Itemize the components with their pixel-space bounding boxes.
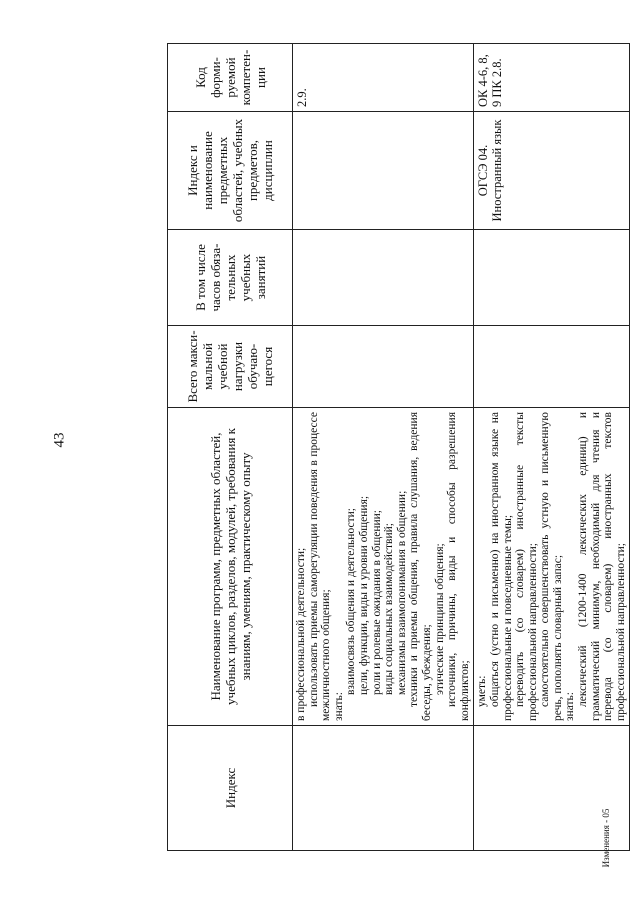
cell-index [293,726,474,851]
header-discipline: Индекс и наименование предметных областей, учебных предметов, дисциплин [168,112,293,230]
cell-discipline: ОГСЭ 04. Иностранный язык [474,112,630,230]
requirement-line: переводить (со словарем) иностранные тексты профессиональной направленности; [514,412,539,721]
header-mandatory-hours: В том числе часов обяза-тельных учебных занятий [168,230,293,326]
requirement-line: этические принципы общения; [433,543,446,695]
cell-competence: 2.9. [293,44,474,112]
header-index: Индекс [168,726,293,851]
requirement-line: лексический (1200-1400 лексических единиц) и грамматический минимум, необходимый для чтения и перевода (со словарем) иностранных текстов профессиональной направленности; [577,412,627,721]
header-competence: Код форми-руемой компетен-ции [168,44,293,112]
cell-mandatory-hours [474,230,630,326]
table-header-row [168,44,293,851]
cell-discipline [293,112,474,230]
cell-requirements [474,408,630,726]
header-max-load: Всего макси-мальной учебной нагрузки обучаю-щегося [168,326,293,408]
requirement-line: уметь: [476,675,489,707]
requirement-line: цели, функции, виды и уровни общения; [357,495,370,695]
table-row [474,44,630,851]
curriculum-table [167,43,630,851]
cell-competence: ОК 4-6, 8, 9 ПК 2.8. [474,44,630,112]
requirement-line: взаимосвязь общения и деятельности; [345,508,358,695]
cell-max-load [474,326,630,408]
revision-note: Изменения - 05 [601,808,611,868]
cell-max-load [293,326,474,408]
requirement-line: виды социальных взаимодействий; [383,523,396,695]
cell-mandatory-hours [293,230,474,326]
requirement-line: механизмы взаимопонимания в общении; [395,490,408,695]
requirement-line: источники, причины, виды и способы разрешения конфликтов; [446,412,471,721]
requirement-line: в профессиональной деятельности; [295,547,307,721]
header-name: Наименование программ, предметных областей, учебных циклов, разделов, модулей, требования к знаниям, умениям, практическому опыту [168,408,293,726]
requirement-line: знать: [332,692,345,721]
requirement-line: использовать приемы саморегуляции поведения в процессе межличностного общения; [307,412,333,721]
requirement-line: техники и приемы общения, правила слушания, ведения беседы, убеждения; [408,412,433,721]
requirement-line: знать: [564,692,577,721]
requirement-line: самостоятельно совершенствовать устную и письменную речь, пополнять словарный запас; [539,412,564,721]
page-number: 43 [51,432,68,448]
requirement-line: общаться (устно и письменно) на иностранном языке на профессиональные и повседневные темы; [488,412,514,721]
cell-requirements [293,408,474,726]
requirement-line: роли и ролевые ожидания в общении; [370,510,383,695]
table-row [293,44,474,851]
